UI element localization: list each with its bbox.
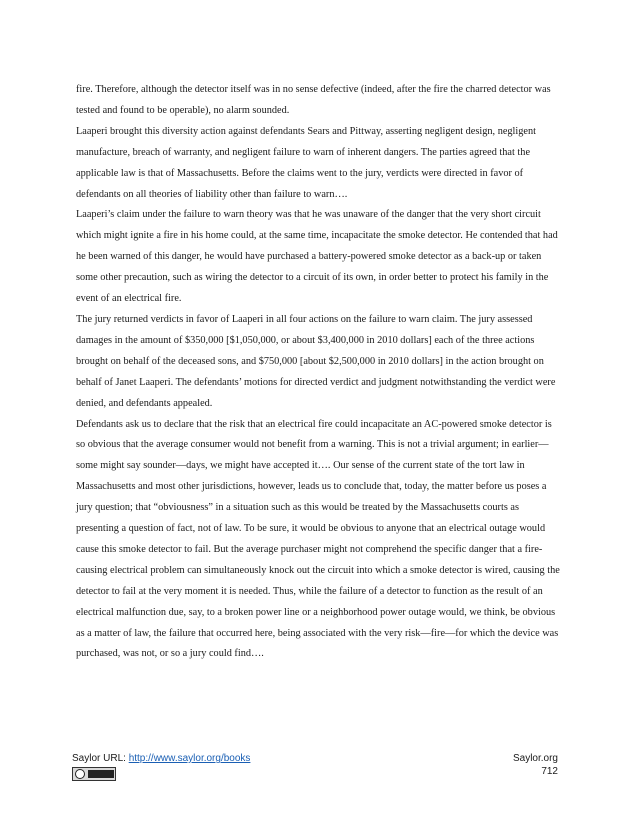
document-body [76, 80, 560, 665]
paragraph: The jury returned verdicts in favor of Laaperi in all four actions on the failure to warn claim. The jury assessed damages in the amount of $350,000 [$1,050,000, or about $3,400,000 in 2010 dollars] each of the three actions brought on behalf of the deceased sons, and $750,000 [about $2,500,000 in 2010 dollars] in the action brought on behalf of Janet Laaperi. The defendants’ motions for directed verdict and judgment notwithstanding the verdict were denied, and defendants appealed. [76, 313, 556, 409]
creative-commons-badge-icon[interactable] [72, 767, 116, 781]
page-number: 712 [541, 765, 558, 777]
paragraph: Defendants ask us to declare that the risk that an electrical fire could incapacitate an AC-powered smoke detector is so obvious that the average consumer would not benefit from a warning. This is not a trivial argument; in earlier—some might say sounder—days, we might have accepted it…. Our sense of the current state of the tort law in Massachusetts and most other jurisdictions, however, leads us to conclude that, today, the matter before us poses a jury question; that “obviousness” in a situation such as this would be treated by the Massachusetts courts as presenting a question of fact, not of law. To be sure, it would be obvious to anyone that an electrical outage would cause this smoke detector to fail. But the average purchaser might not comprehend the specific danger that a fire-causing electrical problem can simultaneously knock out the circuit into which a smoke detector is wired, causing the detector to fail at the very moment it is needed. Thus, while the failure of a detector to function as the result of an electrical malfunction due, say, to a broken power line or a neighborhood power outage would, we think, be obvious as a matter of law, the failure that occurred here, being associated with the very risk—fire—for which the device was purchased, was not, or so a jury could find…. [76, 418, 560, 660]
paragraph: fire. Therefore, although the detector itself was in no sense defective (indeed, after the fire the charred detector was tested and found to be operable), no alarm sounded. [76, 84, 551, 116]
site-name: Saylor.org [512, 753, 558, 764]
page-info [513, 753, 558, 778]
paragraph: Laaperi’s claim under the failure to warn theory was that he was unaware of the danger that the very short circuit which might ignite a fire in his home could, at the same time, incapacitate the smoke detector. He contended that had he been warned of this danger, he would have purchased a battery-powered smoke detector as a back-up or taken some other precaution, such as wiring the detector to a circuit of its own, in order better to protect his family in the event of an electrical fire. [76, 209, 558, 305]
source-line [72, 753, 250, 764]
paragraph: Laaperi brought this diversity action against defendants Sears and Pittway, asserting negligent design, negligent manufacture, breach of warranty, and negligent failure to warn of inherent dangers. The parties agreed that the applicable law is that of Massachusetts. Before the claims went to the jury, verdicts were directed in favor of defendants on all theories of liability other than failure to warn…. [76, 125, 537, 200]
license-terms-icon [88, 770, 114, 778]
source-url-link[interactable]: http://www.saylor.org/books [128, 753, 251, 764]
source-url-label: Saylor URL: [72, 753, 129, 764]
page-footer [72, 753, 558, 787]
cc-circle-icon [75, 769, 85, 779]
